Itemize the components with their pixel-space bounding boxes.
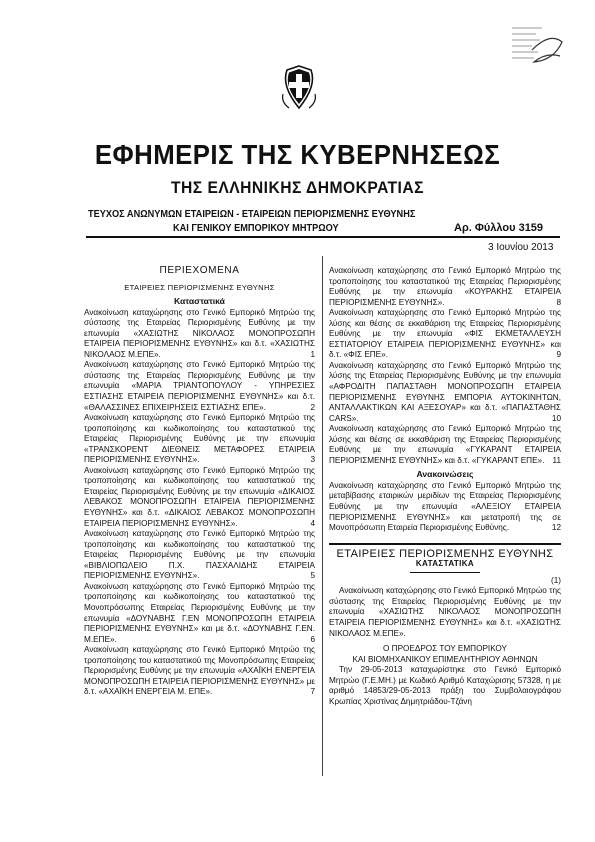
toc-right-list: [329, 266, 561, 466]
toc-entry: [329, 266, 561, 308]
chair-line-2: ΚΑΙ ΒΙΟΜΗΧΑΝΙΚΟΥ ΕΠΙΜΕΛΗΤΗΡΙΟΥ ΑΘΗΝΩΝ: [352, 654, 538, 664]
toc-entry-text: Ανακοίνωση καταχώρησης στο Γενικό Εμπορικό Μητρώο της μεταβίβασης εταιρικών μεριδίων της Εταιρείας Περιορισμένης Ευθύνης με την επωνυμία «ΑΛΕΞΙΟΥ ΕΤΑΙΡΕΙΑ ΠΕΡΙΟΡΙΣΜΕΝΗΣ ΕΥΘΥΝΗΣ» και μετατροπή της σε Μονοπρόσωπη Εταιρεία Περιορισμένης Ευθύνης.: [329, 480, 561, 533]
header-divider: [86, 236, 560, 238]
toc-entry-page: 7: [310, 687, 315, 697]
section-divider: [329, 543, 561, 545]
toc-entry-page: 1: [310, 349, 315, 359]
toc-entry-page: 10: [551, 413, 561, 423]
toc-entry-page: 3: [310, 455, 315, 465]
toc-section-heading: ΕΤΑΙΡΕΙΕΣ ΠΕΡΙΟΡΙΣΜΕΝΗΣ ΕΥΘΥΝΗΣ: [124, 282, 275, 292]
gazette-subtitle: ΤΗΣ ΕΛΛΗΝΙΚΗΣ ΔΗΜΟΚΡΑΤΙΑΣ: [171, 178, 424, 197]
issue-date: 3 Ιουνίου 2013: [488, 242, 554, 253]
body-section-title: ΕΤΑΙΡΕΙΕΣ ΠΕΡΙΟΡΙΣΜΕΝΗΣ ΕΥΘΥΝΗΣ: [336, 547, 554, 560]
subtitle-underline: [410, 572, 480, 573]
toc-entry: [84, 466, 315, 529]
toc-entry: [84, 645, 315, 698]
toc-entry-page: 5: [310, 571, 315, 581]
toc-left-list: [84, 308, 315, 698]
item-number: (1): [550, 575, 561, 585]
toc-announcements-list: [329, 481, 561, 534]
toc-entry-text: Ανακοίνωση καταχώρησης στο Γενικό Εμπορικό Μητρώο της τροποποίησης του καταστατικού της Εταιρείας Περιορισμένης Ευθύνης με την επωνυμία «ΚΟΥΡΑΚΗΣ ΕΤΑΙΡΕΙΑ ΠΕΡΙΟΡΙΣΜΕΝΗΣ ΕΥΘΥΝΗΣ».: [329, 266, 561, 307]
toc-entry: [84, 413, 315, 466]
toc-entry-page: 2: [310, 402, 315, 412]
toc-entry: [329, 308, 561, 361]
toc-right-column: [329, 266, 561, 707]
toc-entry-text: Ανακοίνωση καταχώρησης στο Γενικό Εμπορικό Μητρώο της σύστασης της Εταιρείας Περιορισμένης Ευθύνης με την επωνυμία «ΜΑΡΙΑ ΤΡΙΑΝΤΟΠΟΥΛΟΥ - ΥΠΗΡΕΣΙΕΣ ΕΣΤΙΑΣΗΣ ΕΤΑΙΡΕΙΑ ΠΕΡΙΟΡΙΣΜΕΝΗΣ ΕΥΘΥΝΗΣ» και δ.τ. «ΘΑΛΑΣΣΙΝΕΣ ΕΠΙΧΕΙΡΗΣΕΙΣ ΕΣΤΙΑΣΗΣ ΕΠΕ».: [84, 360, 315, 412]
toc-entry-text: Ανακοίνωση καταχώρησης στο Γενικό Εμπορικό Μητρώο της τροποποίησης και κωδικοποίησης του καταστατικού της Εταιρείας Περιορισμένης Ευθύνης με την επωνυμία «ΔΙΚΑΙΟΣ ΛΕΒΑΚΟΣ ΜΟΝΟΠΡΟΣΩΠΗ ΕΤΑΙΡΕΙΑ ΠΕΡΙΟΡΙΣΜΕΝΗΣ ΕΥΘΥΝΗΣ» και δ.τ. «ΔΙΚΑΙΟΣ ΛΕΒΑΚΟΣ ΜΟΝΟΠΡΟΣΩΠΗ ΕΤΑΙΡΕΙΑ ΠΕΡΙΟΡΙΣΜΕΝΗΣ ΕΥΘΥΝΗΣ».: [84, 465, 315, 528]
toc-entry-page: 12: [551, 523, 561, 533]
toc-entry: [84, 308, 315, 361]
registration-paragraph: Την 29-05-2013 καταχωρίστηκε στο Γενικό Εμπορικό Μητρώο (Γ.Ε.ΜΗ.) με Κωδικό Αριθμό Καταχώρισης 57328, η με αριθμό 14853/29-05-2013 πράξη του Συμβολαιογράφου Κρωπίας Χριστίνας Δημητριάδου-Τζάνη: [329, 665, 561, 706]
sheet-number: Αρ. Φύλλου 3159: [454, 222, 544, 234]
toc-entry-page: 11: [552, 455, 561, 465]
toc-entry-page: 9: [556, 350, 561, 360]
toc-entry: [84, 529, 315, 582]
toc-entry: [329, 424, 561, 466]
body-section-subtitle: ΚΑΤΑΣΤΑΤΙΚΑ: [415, 559, 475, 569]
toc-entry-page: 4: [310, 518, 315, 528]
toc-heading: ΠΕΡΙΕΧΟΜΕΝΑ: [159, 265, 240, 276]
toc-entry-page: 8: [556, 297, 561, 307]
toc-entry-text: Ανακοίνωση καταχώρησης στο Γενικό Εμπορικό Μητρώο της σύστασης της Εταιρείας Περιορισμένης Ευθύνης με την επωνυμία «ΧΑΣΙΩΤΗΣ ΝΙΚΟΛΑΟΣ ΜΟΝΟΠΡΟΣΩΠΗ ΕΤΑΙΡΕΙΑ ΠΕΡΙΟΡΙΣΜΕΝΗΣ ΕΥΘΥΝΗΣ» και δ.τ. «ΧΑΣΙΩΤΗΣ ΝΙΚΟΛΑΟΣ Μ.ΕΠΕ».: [84, 307, 315, 359]
toc-entry-text: Ανακοίνωση καταχώρησης στο Γενικό Εμπορικό Μητρώο της τροποποίησης του καταστατικού της Μονοπρόσωπης Εταιρείας Περιορισμένης Ευθύνης με την επωνυμία «ΑΧΑΪΚΗ ΕΝΕΡΓΕΙΑ ΜΟΝΟΠΡΟΣΩΠΗ ΕΤΑΙΡΕΙΑ ΠΕΡΙΟΡΙΣΜΕΝΗΣ ΕΥΘΥΝΗΣ» με δ.τ. «ΑΧΑΪΚΗ ΕΝΕΡΓΕΙΑ Μ. ΕΠΕ».: [84, 645, 315, 697]
digital-signature-stamp-icon: [510, 22, 568, 70]
toc-entry-text: Ανακοίνωση καταχώρησης στο Γενικό Εμπορικό Μητρώο της λύσης και θέσης σε εκκαθάριση της Εταιρείας Περιορισμένης Ευθύνης με την επωνυμία «ΓΥΚΑΡΑΝΤ ΕΤΑΙΡΕΙΑ ΠΕΡΙΟΡΙΣΜΕΝΗΣ ΕΥΘΥΝΗΣ» και δ.τ. «ΓΥΚΑΡΑΝΤ ΕΠΕ».: [329, 424, 561, 465]
toc-entry-text: Ανακοίνωση καταχώρησης στο Γενικό Εμπορικό Μητρώο της λύσης της Εταιρείας Περιορισμένης Ευθύνης με την επωνυμία «ΑΦΡΟΔΙΤΗ ΠΑΠΑΣΤΑΘΗ ΜΟΝΟΠΡΟΣΩΠΗ ΕΤΑΙΡΕΙΑ ΠΕΡΙΟΡΙΣΜΕΝΗΣ ΕΥΘΥΝΗΣ ΕΜΠΟΡΙΑ ΑΥΤΟΚΙΝΗΤΩΝ, ΑΝΤΑΛΛΑΚΤΙΚΩΝ ΚΑΙ ΑΞΕΣΟΥΑΡ» και δ.τ. «ΠΑΠΑΣΤΑΘΗΣ CARS».: [329, 360, 561, 423]
toc-entry: [329, 361, 561, 424]
toc-entry-text: Ανακοίνωση καταχώρησης στο Γενικό Εμπορικό Μητρώο της λύσης και θέσης σε εκκαθάριση της Εταιρείας Περιορισμένης Ευθύνης με την επωνυμία «ΦΙΣ ΕΚΜΕΤΑΛΛΕΥΣΗ ΕΣΤΙΑΤΟΡΙΟΥ ΕΤΑΙΡΕΙΑ ΠΕΡΙΟΡΙΣΜΕΝΗΣ ΕΥΘΥΝΗΣ» και δ.τ. «ΦΙΣ ΕΠΕ».: [329, 308, 561, 360]
greek-coat-of-arms-icon: [279, 64, 319, 110]
chair-line-1: Ο ΠΡΟΕΔΡΟΣ ΤΟΥ ΕΜΠΟΡΙΚΟΥ: [383, 644, 507, 654]
issue-type-line-2: ΚΑΙ ΓΕΝΙΚΟΥ ΕΜΠΟΡΙΚΟΥ ΜΗΤΡΩΟΥ: [173, 223, 339, 234]
toc-left-column: [84, 266, 315, 698]
toc-entry-page: 6: [310, 634, 315, 644]
toc-announcements-heading: Ανακοινώσεις: [416, 469, 474, 480]
toc-entry: [84, 582, 315, 645]
toc-entry-text: Ανακοίνωση καταχώρησης στο Γενικό Εμπορικό Μητρώο της τροποποίησης και κωδικοποίησης του καταστατικού της Μονοπρόσωπης Εταιρείας Περιορισμένης Ευθύνης με την επωνυμία «ΔΟΥΝΑΒΗΣ Γ.ΕΝ ΜΟΝΟΠΡΟΣΩΠΗ ΕΤΑΙΡΕΙΑ ΠΕΡΙΟΡΙΣΜΕΝΗΣ ΕΥΘΥΝΗΣ» και με δ.τ. «ΔΟΥΝΑΒΗΣ Γ.ΕΝ. Μ.ΕΠΕ».: [84, 581, 315, 644]
gazette-title: ΕΦΗΜΕΡΙΣ ΤΗΣ ΚΥΒΕΡΝΗΣΕΩΣ: [94, 139, 501, 170]
toc-entry: [84, 360, 315, 413]
toc-entry-text: Ανακοίνωση καταχώρησης στο Γενικό Εμπορικό Μητρώο της τροποποίησης και κωδικοποίησης του καταστατικού της Εταιρείας Περιορισμένης Ευθύνης με την επωνυμία «ΒΙΒΛΙΟΠΩΛΕΙΟ Π.Χ. ΠΑΣΧΑΛΙΔΗΣ ΕΤΑΙΡΕΙΑ ΠΕΡΙΟΡΙΣΜΕΝΗΣ ΕΥΘΥΝΗΣ».: [84, 529, 315, 581]
toc-entry: [329, 481, 561, 534]
column-divider: [322, 256, 323, 776]
item-announcement: Ανακοίνωση καταχώρησης στο Γενικό Εμπορικό Μητρώο της σύστασης της Εταιρείας Περιορισμένης Ευθύνης με την επωνυμία «ΧΑΣΙΩΤΗΣ ΝΙΚΟΛΑΟΣ ΜΟΝΟΠΡΟΣΩΠΗ ΕΤΑΙΡΕΙΑ ΠΕΡΙΟΡΙΣΜΕΝΗΣ ΕΥΘΥΝΗΣ» και δ.τ. «ΧΑΣΙΩΤΗΣ ΝΙΚΟΛΑΟΣ Μ.ΕΠΕ».: [329, 586, 561, 638]
toc-entry-text: Ανακοίνωση καταχώρησης στο Γενικό Εμπορικό Μητρώο της τροποποίησης και κωδικοποίησης του καταστατικού της Εταιρείας Περιορισμένης Ευθύνης με την επωνυμία «ΤΡΑΝΣΚΟΡΕΝΤ ΔΙΕΘΝΕΙΣ ΜΕΤΑΦΟΡΕΣ ΕΤΑΙΡΕΙΑ ΠΕΡΙΟΡΙΣΜΕΝΗΣ ΕΥΘΥΝΗΣ».: [84, 413, 315, 465]
issue-type-line-1: ΤΕΥΧΟΣ ΑΝΩΝΥΜΩΝ ΕΤΑΙΡΕΙΩΝ - ΕΤΑΙΡΕΙΩΝ ΠΕΡΙΟΡΙΣΜΕΝΗΣ ΕΥΘΥΝΗΣ: [88, 209, 416, 220]
toc-subsection-heading: Καταστατικά: [174, 296, 225, 307]
